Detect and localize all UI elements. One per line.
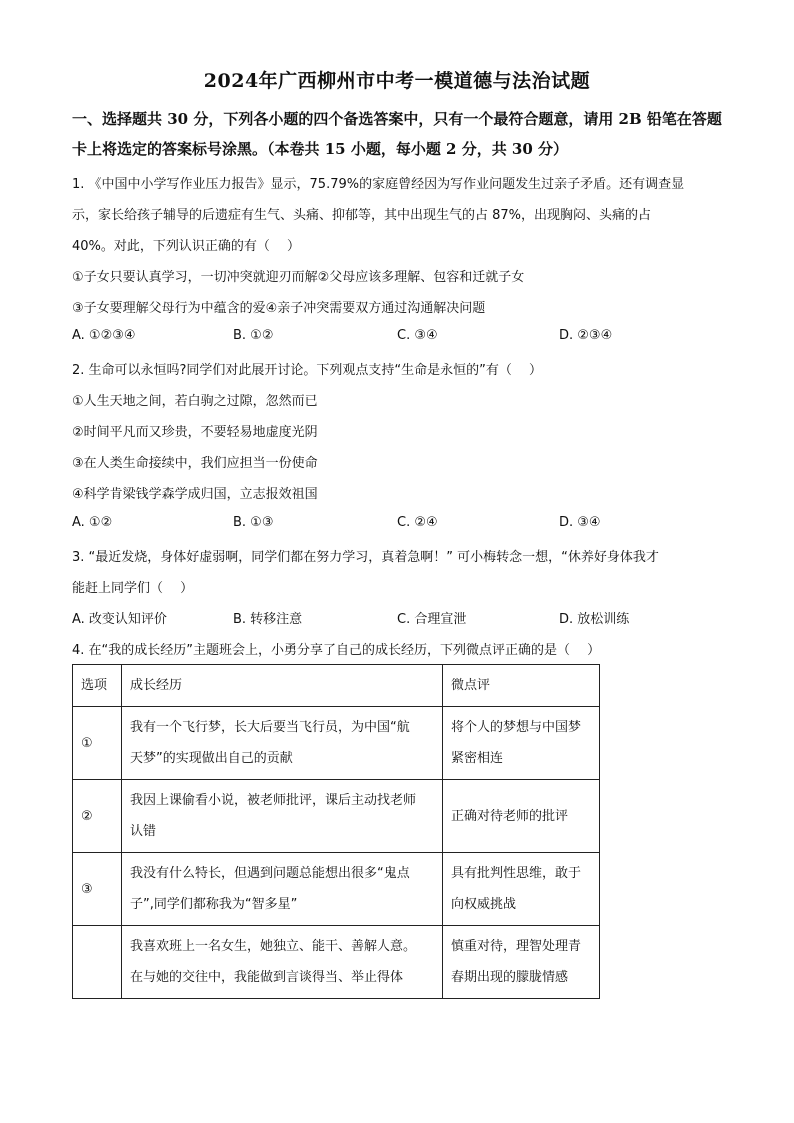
q1-option-a[interactable]: A. ①②③④ <box>72 328 136 343</box>
q3-option-d[interactable]: D. 放松训练 <box>559 612 630 627</box>
row-experience-line: 我喜欢班上一名女生，她独立、能干、善解人意。 <box>130 939 417 954</box>
q2-option-a[interactable]: A. ①② <box>72 515 113 530</box>
q2-options <box>72 515 672 535</box>
row-option <box>73 926 122 999</box>
header-option: 选项 <box>73 665 122 707</box>
row-comment-line: 具有批判性思维，敢于 <box>451 866 582 881</box>
q3-line-2: 能赶上同学们（ ） <box>72 581 194 596</box>
header-comment: 微点评 <box>443 665 600 707</box>
row-experience-line: 我有一个飞行梦，长大后要当飞行员，为中国“航 <box>130 720 410 735</box>
q3-option-c[interactable]: C. 合理宣泄 <box>397 612 467 627</box>
row-option: ① <box>73 707 122 780</box>
row-experience-line: 子”,同学们都称我为“智多星” <box>130 897 298 912</box>
row-experience <box>122 707 443 780</box>
row-comment-line: 慎重对待，理智处理青 <box>451 939 582 954</box>
q2-line-2: ①人生天地之间，若白驹之过隙，忽然而已 <box>72 394 318 409</box>
section-heading: 一、选择题共 30 分，下列各小题的四个备选答案中，只有一个最符合题意，请用 2B 铅笔在答题卡上将选定的答案标号涂黑。（本卷共 15 小题，每小题 2 分，共 30 分） <box>72 110 722 158</box>
q3-line-1: 3. “最近发烧，身体好虚弱啊，同学们都在努力学习，真着急啊！” 可小梅转念一想，“休养好身体我才 <box>72 550 659 565</box>
q1-options <box>72 328 672 348</box>
row-experience-line: 我没有什么特长，但遇到问题总能想出很多“鬼点 <box>130 866 410 881</box>
table-row <box>73 780 600 853</box>
q1-line-1: 1. 《中国中小学写作业压力报告》显示，75.79%的家庭曾经因为写作业问题发生过亲子矛盾。还有调查显 <box>72 177 685 192</box>
row-experience <box>122 853 443 926</box>
row-option: ② <box>73 780 122 853</box>
q4-line-1: 4. 在“我的成长经历”主题班会上，小勇分享了自己的成长经历，下列微点评正确的是（ ） <box>72 643 601 658</box>
table-row <box>73 707 600 780</box>
row-comment-line: 将个人的梦想与中国梦 <box>451 720 582 735</box>
page-title: 2024年广西柳州市中考一模道德与法治试题 <box>203 70 591 92</box>
row-experience-line: 天梦”的实现做出自己的贡献 <box>130 751 293 766</box>
q1-line-3: 40%。对此，下列认识正确的有（ ） <box>72 239 301 254</box>
q3-option-b[interactable]: B. 转移注意 <box>233 612 303 627</box>
q1-option-b[interactable]: B. ①② <box>233 328 274 343</box>
row-comment-line: 紧密相连 <box>451 751 504 766</box>
table-header-row <box>73 665 600 707</box>
row-experience-line: 我因上课偷看小说，被老师批评，课后主动找老师 <box>130 793 417 808</box>
q4-table <box>72 664 600 999</box>
q1-option-d[interactable]: D. ②③④ <box>559 328 613 343</box>
q1-option-c[interactable]: C. ③④ <box>397 328 438 343</box>
table-row <box>73 853 600 926</box>
table-row <box>73 926 600 999</box>
q2-line-3: ②时间平凡而又珍贵，不要轻易地虚度光阴 <box>72 425 318 440</box>
row-comment-line: 正确对待老师的批评 <box>451 808 569 824</box>
q2-line-5: ④科学肯梁钱学森学成归国，立志报效祖国 <box>72 487 318 502</box>
row-option: ③ <box>73 853 122 926</box>
row-comment <box>443 926 600 999</box>
q2-line-4: ③在人类生命接续中，我们应担当一份使命 <box>72 456 318 471</box>
q1-line-4: ①子女只要认真学习，一切冲突就迎刃而解②父母应该多理解、包容和迁就子女 <box>72 270 525 285</box>
row-experience-line: 在与她的交往中，我能做到言谈得当、举止得体 <box>130 970 404 985</box>
q2-option-c[interactable]: C. ②④ <box>397 515 438 530</box>
q3-option-a[interactable]: A. 改变认知评价 <box>72 612 167 627</box>
q1-line-2: 示，家长给孩子辅导的后遗症有生气、头痛、抑郁等，其中出现生气的占 87%，出现胸闷、头痛的占 <box>72 208 652 223</box>
q2-option-d[interactable]: D. ③④ <box>559 515 601 530</box>
header-experience: 成长经历 <box>122 665 443 707</box>
row-comment-line: 春期出现的朦胧情感 <box>451 970 569 985</box>
row-comment <box>443 780 600 853</box>
row-experience-line: 认错 <box>130 824 157 839</box>
row-comment <box>443 707 600 780</box>
q2-line-1: 2. 生命可以永恒吗?同学们对此展开讨论。下列观点支持“生命是永恒的”有（ ） <box>72 363 543 378</box>
row-comment <box>443 853 600 926</box>
q3-options <box>72 608 672 628</box>
q1-line-5: ③子女要理解父母行为中蕴含的爱④亲子冲突需要双方通过沟通解决问题 <box>72 301 486 316</box>
row-comment-line: 向权威挑战 <box>451 897 517 912</box>
q2-option-b[interactable]: B. ①③ <box>233 515 274 530</box>
row-experience <box>122 780 443 853</box>
row-experience <box>122 926 443 999</box>
